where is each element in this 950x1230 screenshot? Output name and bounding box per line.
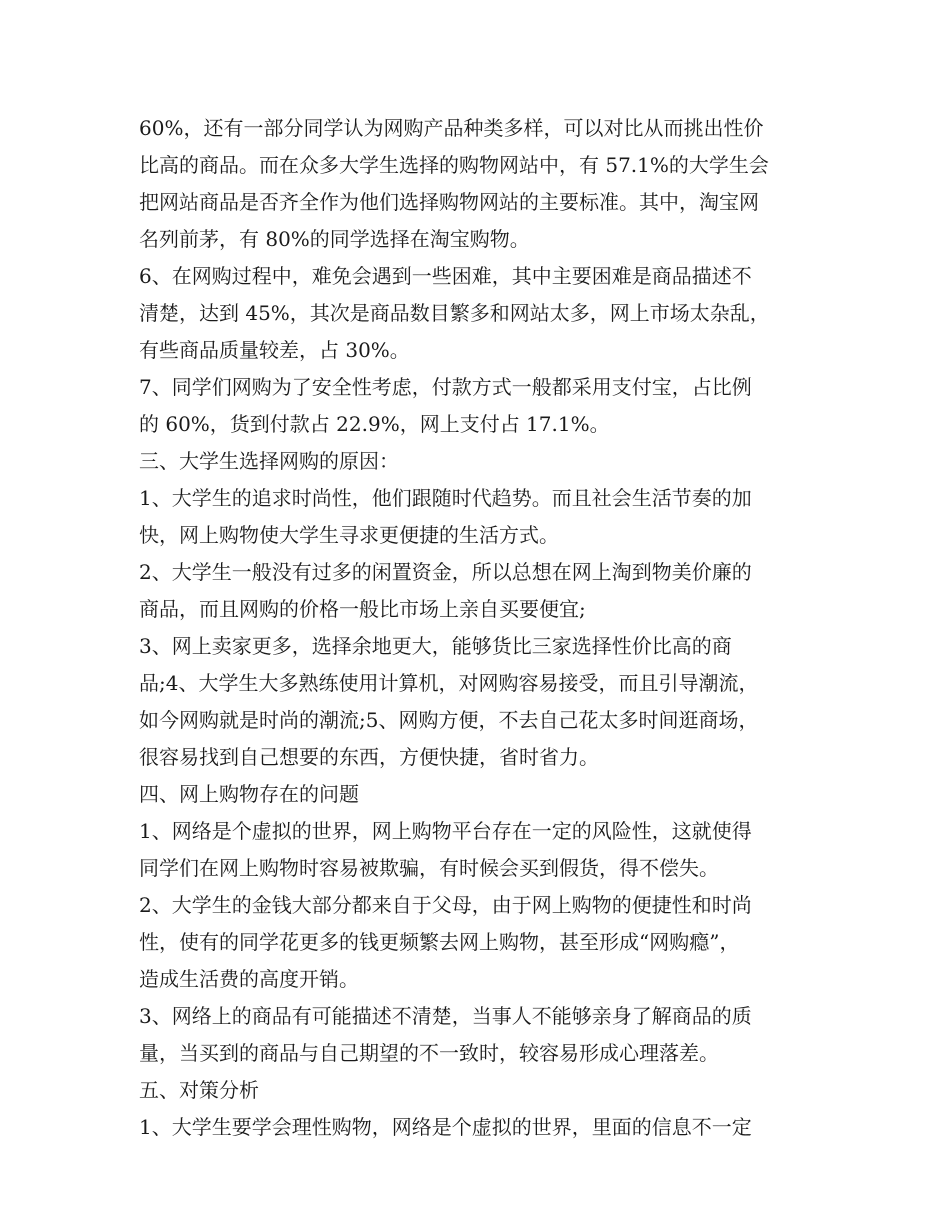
text-line: 1、网络是个虚拟的世界，网上购物平台存在一定的风险性，这就使得 bbox=[139, 819, 752, 843]
text-line: 造成生活费的高度开销。 bbox=[139, 967, 359, 991]
text-line: 清楚，达到 45%，其次是商品数目繁多和网站太多，网上市场太杂乱， bbox=[139, 301, 770, 325]
section-heading: 四、网上购物存在的问题 bbox=[139, 782, 359, 806]
section-heading: 五、对策分析 bbox=[139, 1078, 259, 1102]
text-line: 2、大学生的金钱大部分都来自于父母，由于网上购物的便捷性和时尚 bbox=[139, 893, 752, 917]
text-line: 商品，而且网购的价格一般比市场上亲自买要便宜; bbox=[139, 597, 586, 621]
text-line: 6、在网购过程中，难免会遇到一些困难，其中主要困难是商品描述不 bbox=[139, 264, 752, 288]
section-heading: 三、大学生选择网购的原因： bbox=[139, 449, 399, 473]
text-line: 3、网络上的商品有可能描述不清楚，当事人不能够亲身了解商品的质 bbox=[139, 1004, 752, 1028]
text-line: 有些商品质量较差，占 30%。 bbox=[139, 338, 410, 362]
text-line: 2、大学生一般没有过多的闲置资金，所以总想在网上淘到物美价廉的 bbox=[139, 560, 752, 584]
text-line: 快，网上购物使大学生寻求更便捷的生活方式。 bbox=[139, 523, 559, 547]
text-line: 把网站商品是否齐全作为他们选择购物网站的主要标准。其中，淘宝网 bbox=[139, 190, 759, 214]
text-line: 1、大学生的追求时尚性，他们跟随时代趋势。而且社会生活节奏的加 bbox=[139, 486, 752, 510]
text-line: 量，当买到的商品与自己期望的不一致时，较容易形成心理落差。 bbox=[139, 1041, 719, 1065]
text-line: 性，使有的同学花更多的钱更频繁去网上购物，甚至形成“网购瘾”， bbox=[139, 930, 740, 954]
text-line: 名列前茅，有 80%的同学选择在淘宝购物。 bbox=[139, 227, 530, 251]
text-line: 60%，还有一部分同学认为网购产品种类多样，可以对比从而挑出性价 bbox=[139, 116, 764, 140]
text-line: 1、大学生要学会理性购物，网络是个虚拟的世界，里面的信息不一定 bbox=[139, 1115, 752, 1139]
text-line: 的 60%，货到付款占 22.9%，网上支付占 17.1%。 bbox=[139, 412, 610, 436]
text-line: 同学们在网上购物时容易被欺骗，有时候会买到假货，得不偿失。 bbox=[139, 856, 719, 880]
text-line: 3、网上卖家更多，选择余地更大，能够货比三家选择性价比高的商 bbox=[139, 634, 732, 658]
text-line: 很容易找到自己想要的东西，方便快捷，省时省力。 bbox=[139, 745, 599, 769]
document-body bbox=[139, 110, 811, 1146]
text-line: 如今网购就是时尚的潮流;5、网购方便，不去自己花太多时间逛商场， bbox=[139, 708, 759, 732]
text-line: 品;4、大学生大多熟练使用计算机，对网购容易接受，而且引导潮流， bbox=[139, 671, 759, 695]
text-line: 比高的商品。而在众多大学生选择的购物网站中，有 57.1%的大学生会 bbox=[139, 153, 769, 177]
text-line: 7、同学们网购为了安全性考虑，付款方式一般都采用支付宝，占比例 bbox=[139, 375, 752, 399]
